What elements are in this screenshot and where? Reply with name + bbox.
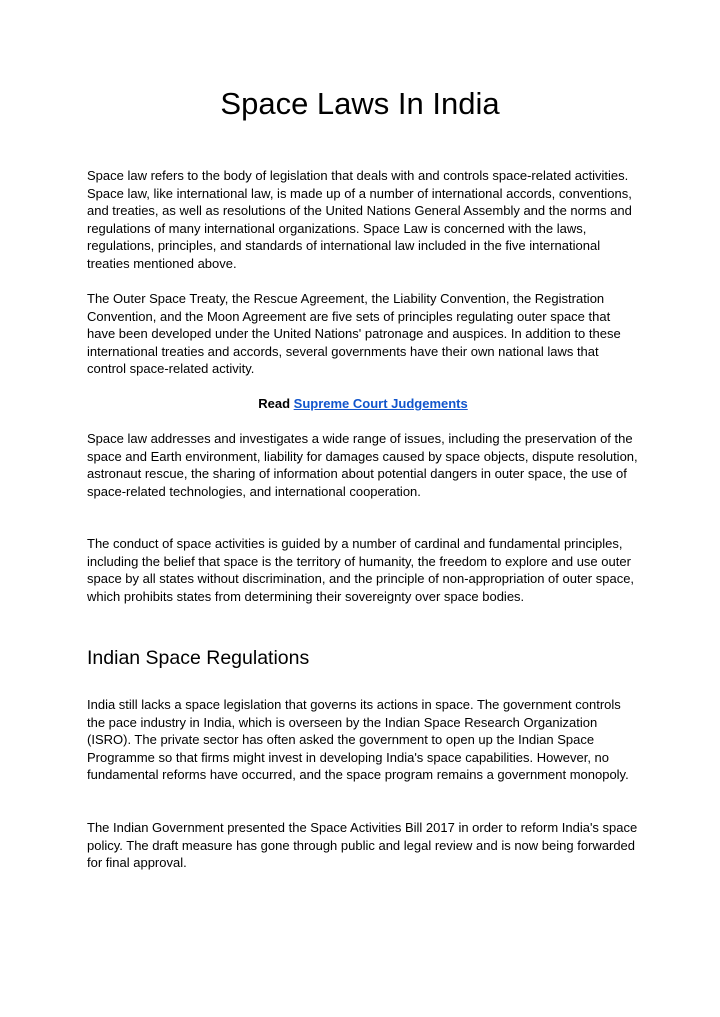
paragraph-principles: The conduct of space activities is guided by a number of cardinal and fundamental principles, including the belief that space is the territory of humanity, the freedom to explore and use outer space by all states without discrimination, and the principle of non-appropriation of outer space, which prohibits states from determining their sovereignty over space bodies. [87, 536, 635, 604]
supreme-court-judgements-link[interactable]: Supreme Court Judgements [293, 396, 468, 411]
read-prefix: Read [258, 396, 291, 411]
paragraph-issues: Space law addresses and investigates a wide range of issues, including the preservation of the space and Earth environment, liability for damages caused by space objects, dispute resolution, astronaut rescue, the sharing of information about potential dangers in outer space, the use of space-related technologies, and international cooperation. [87, 431, 638, 499]
section-heading: Indian Space Regulations [87, 647, 310, 669]
paragraph-india-legislation: India still lacks a space legislation that governs its actions in space. The government controls the pace industry in India, which is overseen by the Indian Space Research Organization (ISRO). The private sector has often asked the government to open up the Indian Space Programme so that firms might invest in developing India's space capabilities. However, no fundamental reforms have occurred, and the space program remains a government monopoly. [87, 697, 629, 783]
paragraph-space-activities-bill: The Indian Government presented the Space Activities Bill 2017 in order to reform India's space policy. The draft measure has gone through public and legal review and is now being forwarded for final approval. [87, 820, 638, 871]
page-title: Space Laws In India [220, 86, 500, 121]
paragraph-intro: Space law refers to the body of legislation that deals with and controls space-related activities. Space law, like international law, is made up of a number of international accords, conventions, and treaties, as well as resolutions of the United Nations General Assembly and the norms and regulations of many international organizations. Space Law is concerned with the laws, regulations, principles, and standards of international law included in the five international treaties mentioned above. [87, 168, 632, 271]
read-more-line [87, 395, 639, 413]
paragraph-treaties: The Outer Space Treaty, the Rescue Agreement, the Liability Convention, the Registration Convention, and the Moon Agreement are five sets of principles regulating outer space that have been developed under the United Nations' patronage and auspices. In addition to these international treaties and accords, several governments have their own national laws that control space-related activity. [87, 291, 621, 377]
